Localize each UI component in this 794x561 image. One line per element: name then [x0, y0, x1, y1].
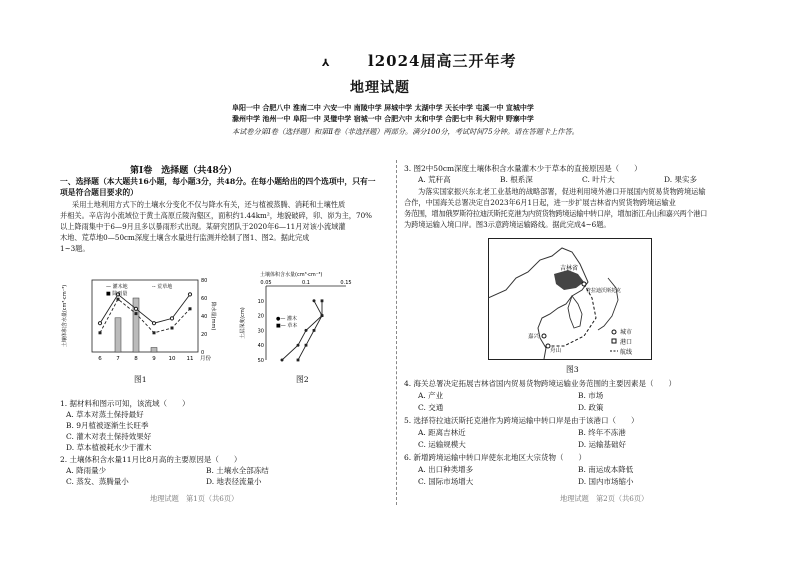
option[interactable]: A. 产业	[418, 391, 444, 400]
option[interactable]: A. 距离吉林近	[418, 428, 466, 437]
rain-bar	[115, 318, 121, 352]
passage-line: 采用土地利用方式下的土壤水分变化不仅与降水有关，还与植被蒸腾、消耗和土壤性质	[72, 200, 346, 209]
schools-row-1: 阜阳一中 合肥八中 淮南二中 六安一中 南陵中学 屏城中学 太湖中学 天长中学 屯溪一中 宣城中学	[232, 103, 534, 112]
option[interactable]: B. 市场	[578, 391, 604, 400]
passage-line: 为落实国家振兴东北老工业基地的战略部署，促进利用境外港口开展国内贸易货物跨境运输	[418, 187, 706, 196]
page-title: l2024届高三开年考	[368, 52, 517, 70]
page-footer: 地理试题 第1页（共6页）	[150, 494, 239, 503]
option[interactable]: C. 交通	[418, 403, 444, 412]
label-jiaxing: 嘉兴	[528, 334, 540, 340]
instructions-line-1: 一、选择题（本大题共16小题，每小题3分，共48分。在每小题给出的四个选项中，只有一	[60, 177, 376, 186]
question-6: 6. 新增跨境运输中转口岸使东北地区大宗货物（ ）	[404, 453, 587, 462]
y-tick-label-right: 80	[201, 278, 208, 284]
option[interactable]: B. 9月植被逐渐生长旺季	[66, 421, 149, 430]
option[interactable]: D. 政策	[578, 403, 604, 412]
passage-line: 合作，中国海关总署决定自2023年6月1日起，进一步扩展吉林省内贸货物跨境运输业	[404, 198, 676, 207]
figure-2-caption: 图2	[296, 375, 309, 384]
legend-port: 港口	[620, 339, 633, 346]
option[interactable]: B. 土壤水全部冻结	[206, 466, 269, 475]
column-divider	[396, 160, 397, 505]
figure-1-chart	[58, 268, 228, 370]
option[interactable]: B. 根系深	[500, 175, 533, 184]
data-point	[313, 329, 316, 332]
option[interactable]: B. 南运成本降低	[578, 465, 634, 474]
data-point	[305, 329, 308, 332]
legend-entry: ■— 草本	[276, 323, 298, 329]
label-jilin: 吉林省	[560, 265, 579, 272]
option[interactable]: C. 运输规模大	[418, 440, 466, 449]
rain-bar	[133, 298, 139, 352]
x-tick-label: 0.05	[260, 280, 272, 286]
option[interactable]: A. 出口种类增多	[418, 465, 474, 474]
question-1: 1. 据材料和图示可知，该流域（ ）	[60, 399, 190, 408]
x-tick-label: 0.15	[340, 280, 352, 286]
option[interactable]: B. 终年不冻港	[578, 428, 626, 437]
legend-entry: ■ 降雨量	[106, 291, 128, 297]
option[interactable]: C. 叶片大	[582, 175, 615, 184]
passage-line: 并相关。辛店沟小流域位于黄土高原丘陵沟壑区，面积约1.44km²，地貌破碎，卯、峁为主，70%	[60, 211, 372, 220]
data-point	[134, 307, 137, 310]
question-5: 5. 选择符拉迪沃斯托克港作为跨境运输中转口岸是由于该港口（ ）	[404, 416, 639, 425]
data-point	[297, 359, 300, 362]
y-tick-label: 20	[257, 313, 264, 320]
option[interactable]: C. 蒸发、蒸腾量小	[66, 477, 129, 486]
figure-3-caption: 图3	[566, 365, 579, 374]
series-line-1	[100, 294, 190, 323]
data-point	[281, 359, 284, 362]
x-tick-label: 8	[134, 356, 138, 362]
y-axis-label: 土层深度(cm)	[240, 307, 246, 339]
passage-line: 以上降雨集中于6—9月且多以暴雨形式出现。某研究团队于2020年6—11月对该小流域灌	[60, 222, 346, 231]
question-2: 2. 土壤体积含水量11月比8月高的主要原因是（ ）	[60, 455, 242, 464]
data-point	[313, 299, 316, 302]
data-point	[321, 314, 324, 317]
label-vladivostok: 符拉迪沃斯托克	[586, 288, 622, 294]
option[interactable]: A. 草本对蒸土保持最好	[66, 410, 144, 419]
legend-entry: ●— 灌木	[276, 316, 297, 322]
passage-line: 木地、荒草地0—50cm深度土壤含水量进行监测并绘制了图1、图2。据此完成	[60, 233, 310, 242]
series-line-1	[282, 301, 322, 360]
data-point	[135, 312, 138, 315]
option[interactable]: D. 果实多	[664, 175, 698, 184]
chart-title: 土壤体积含水量(cm³·cm⁻³)	[260, 272, 323, 278]
passage-line: 务范围，增加俄罗斯符拉迪沃斯托克港为内贸货物跨境运输中转口岸，增加浙江舟山和嘉兴两个港口	[404, 209, 708, 218]
data-point	[99, 331, 102, 334]
y-tick-label-right: 60	[201, 296, 208, 302]
figure-2-chart	[238, 268, 354, 370]
legend-entry: — 灌木地	[106, 284, 128, 290]
option[interactable]: A. 荒秆高	[418, 175, 451, 184]
section-title: 第Ⅰ卷 选择题（共48分）	[130, 166, 237, 176]
data-point	[170, 317, 173, 320]
port-marker	[542, 334, 546, 338]
legend-route: 航线	[620, 349, 633, 356]
schools-row-2: 滁州中学 池州一中 阜阳一中 灵璧中学 宿城一中 合肥六中 太和中学 合肥七中 科大附中 野寨中学	[232, 114, 534, 123]
x-tick-label: 10	[168, 356, 176, 362]
page-subtitle: 地理试题	[350, 80, 410, 96]
x-axis-label: 月份	[200, 356, 212, 362]
y-tick-label: 40	[257, 343, 264, 350]
question-4: 4. 海关总署决定拓展吉林省国内贸易货物跨境运输业务范围的主要因素是（ ）	[404, 379, 677, 388]
data-point	[189, 307, 192, 310]
option[interactable]: D. 运输基础好	[578, 440, 627, 449]
rain-bar	[151, 348, 157, 353]
x-tick-label: 6	[98, 356, 102, 362]
x-tick-label: 7	[116, 356, 120, 362]
data-point	[98, 322, 101, 325]
option[interactable]: D. 国内市场缩小	[578, 477, 634, 486]
data-point	[297, 344, 300, 347]
option[interactable]: D. 草本植被耗水少于灌木	[66, 443, 152, 452]
instructions-line-2: 项是符合题目要求的）	[60, 188, 138, 197]
data-point	[171, 327, 174, 330]
y-tick-label-right: 20	[201, 332, 208, 338]
y-axis-label-left: 土壤体积含水量(cm³·cm⁻³)	[62, 284, 68, 348]
data-point	[117, 298, 120, 301]
data-point	[152, 322, 155, 325]
option[interactable]: C. 灌木对表土保持效果好	[66, 432, 152, 441]
corner-mark: ⅄	[322, 58, 330, 69]
y-tick-label: 50	[257, 358, 264, 364]
page-footer: 地理试题 第2页（共6页）	[560, 494, 649, 503]
passage-line: 1~3题。	[60, 244, 90, 253]
legend-city: 城市	[620, 329, 633, 336]
option[interactable]: C. 国际市场增大	[418, 477, 474, 486]
y-tick-label-right: 0	[201, 350, 205, 356]
label-zhoushan: 舟山	[550, 348, 562, 354]
figure-3-map	[488, 238, 652, 360]
legend-entry: -- 荒草地	[152, 284, 173, 290]
x-tick-label: 11	[186, 356, 194, 362]
data-point	[305, 344, 308, 347]
y-tick-label-right: 40	[201, 314, 208, 320]
y-tick-label: 30	[257, 328, 264, 335]
passage-line: 为跨境运输入境口岸。图3示意跨境运输路线。据此完成4~6题。	[404, 220, 611, 229]
data-point	[153, 331, 156, 334]
y-axis-label-right: 降水量(mm)	[210, 301, 216, 331]
y-tick-label: 10	[257, 298, 264, 305]
option[interactable]: D. 地表径流量小	[206, 477, 262, 486]
option[interactable]: A. 降雨量少	[66, 466, 107, 475]
data-point	[188, 293, 191, 296]
figure-1-caption: 图1	[134, 375, 147, 384]
data-point	[321, 299, 324, 302]
port-marker	[582, 282, 586, 286]
question-3: 3. 图2中50cm深度土壤体积含水量灌木少于草本的直接原因是（ ）	[404, 164, 642, 173]
x-tick-label: 9	[152, 356, 156, 362]
exam-notice: 本试卷分第Ⅰ卷（选择题）和第Ⅱ卷（非选择题）两部分。满分100分，考试时间75分钟。请在答题卡上作答。	[232, 127, 579, 136]
x-tick-label: 0.1	[302, 280, 310, 286]
